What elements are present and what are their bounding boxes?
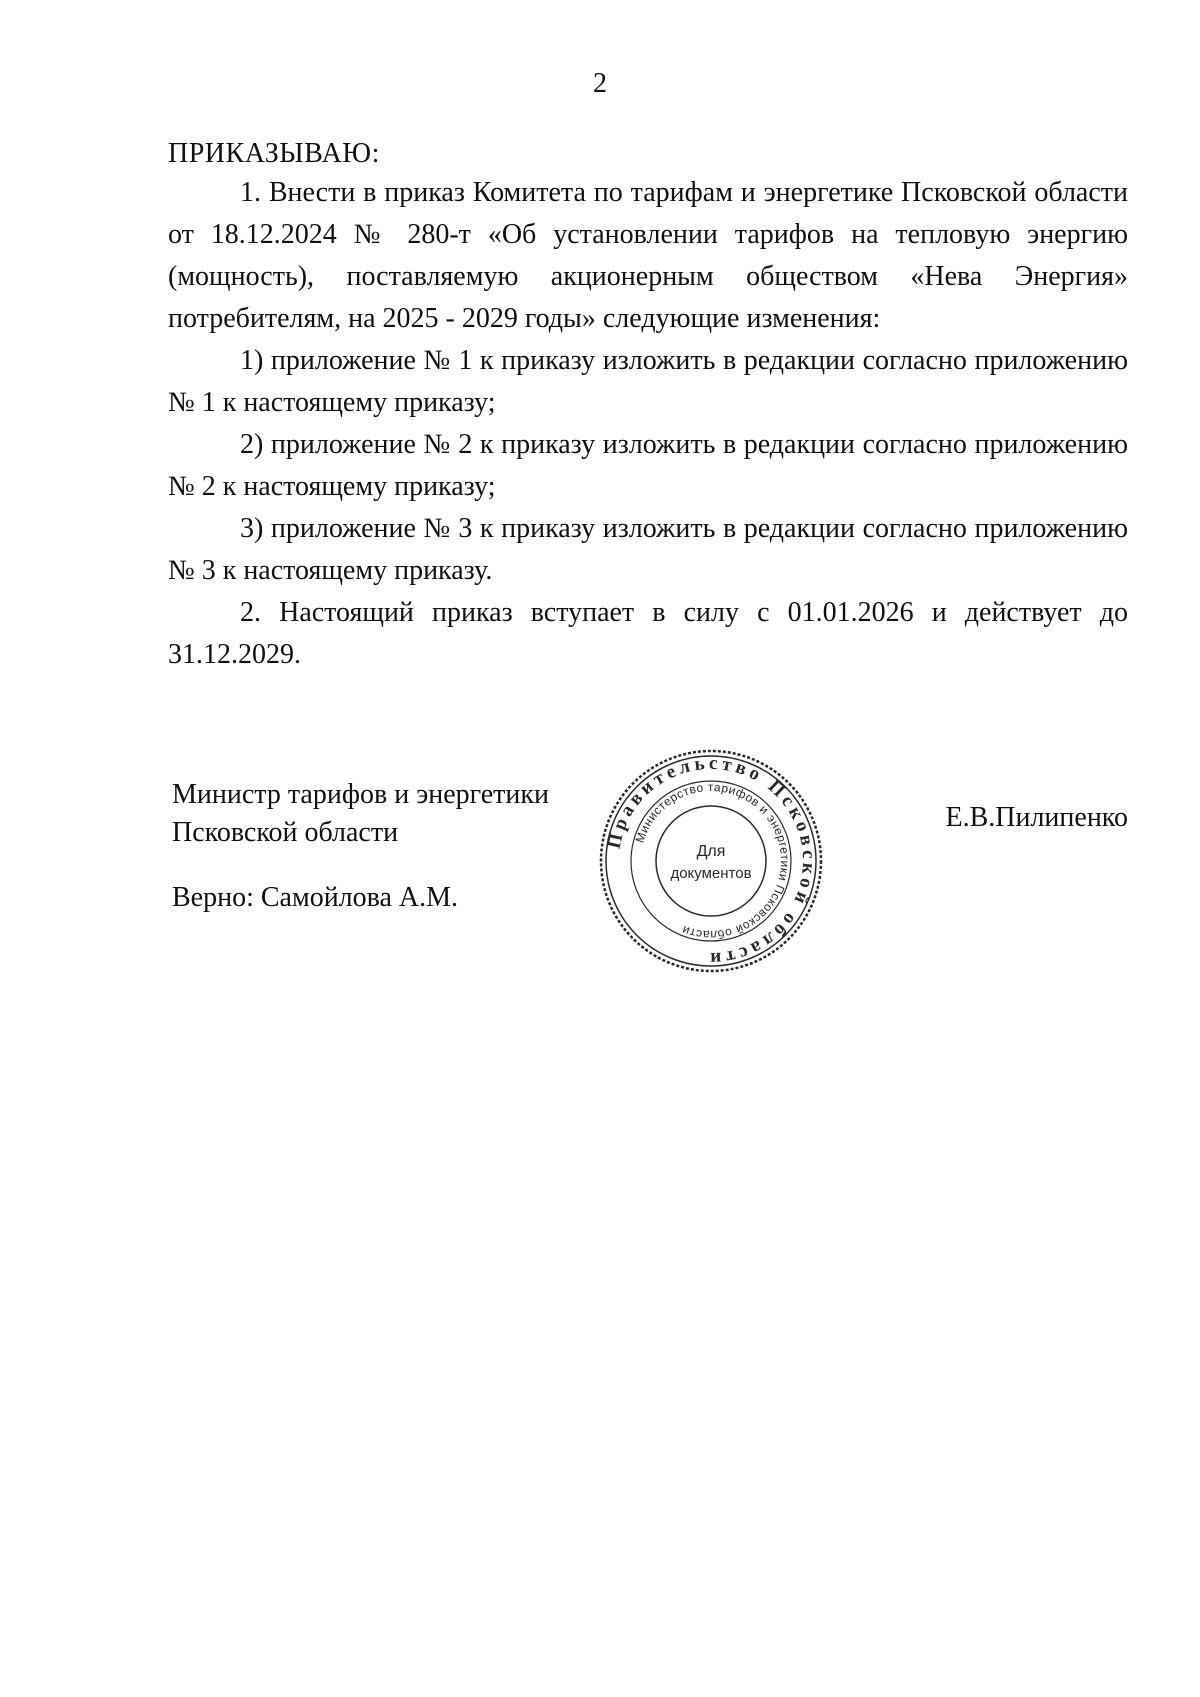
seal-center-line-2: документов	[670, 865, 752, 882]
signatory-name: Е.В.Пилипенко	[945, 802, 1128, 833]
official-seal-stamp	[596, 746, 826, 976]
seal-center-line-1: Для	[696, 843, 726, 860]
verified-by: Верно: Самойлова А.М.	[172, 882, 459, 913]
seal-graphic	[596, 746, 826, 976]
paragraph-2: 2. Настоящий приказ вступает в силу с 01.01.2026 и действует до 31.12.2029.	[168, 597, 1128, 670]
signatory-position-line-1: Министр тарифов и энергетики	[172, 779, 549, 810]
paragraph-1-sub-2: 2) приложение № 2 к приказу изложить в редакции согласно приложению № 2 к настоящему приказу;	[168, 429, 1128, 502]
signatory-position-line-2: Псковской области	[172, 817, 399, 848]
paragraph-1: 1. Внести в приказ Комитета по тарифам и энергетике Псковской области от 18.12.2024 № 280-т «Об установлении тарифов на тепловую энергию (мощность), поставляемую акционерным обществом «Нева Энергия» потребителям, на 2025 - 2029 годы» следующие изменения:	[168, 177, 1128, 334]
paragraph-1-sub-3: 3) приложение № 3 к приказу изложить в редакции согласно приложению № 3 к настоящему приказу.	[168, 513, 1128, 586]
paragraph-1-sub-1: 1) приложение № 1 к приказу изложить в редакции согласно приложению № 1 к настоящему приказу;	[168, 345, 1128, 418]
page-number: 2	[593, 68, 607, 99]
signatory-position	[172, 776, 549, 852]
order-body	[168, 172, 1128, 676]
seal-inner-ring	[656, 806, 766, 916]
seal-outer-text: Правительство Псковской области	[603, 752, 820, 970]
order-heading: ПРИКАЗЫВАЮ:	[168, 138, 380, 169]
seal-inner-text: Министерство тарифов и энергетики Псковской области	[632, 779, 793, 943]
